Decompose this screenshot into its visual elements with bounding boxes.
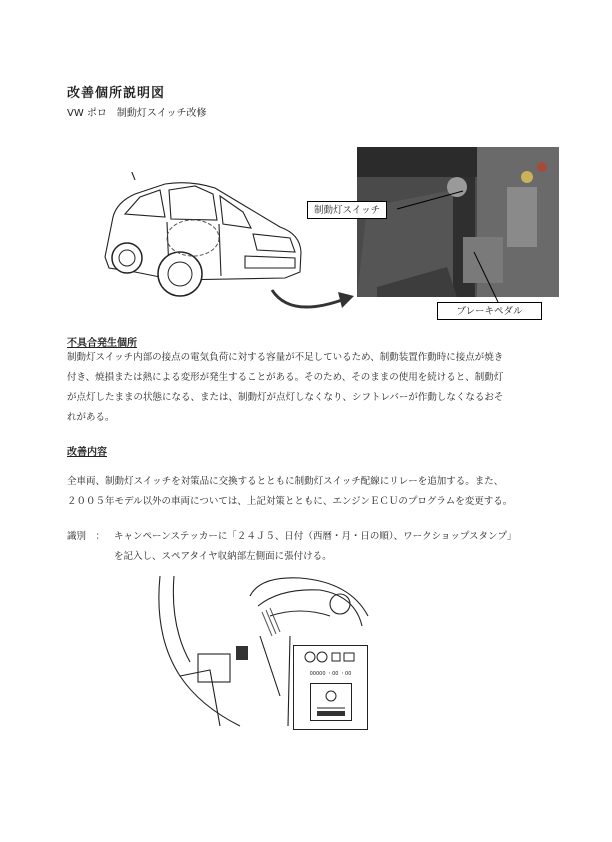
sticker-stamp-box xyxy=(310,683,352,721)
remedy-text xyxy=(67,472,577,512)
sticker-date-row: 00000 ・00 ・00 xyxy=(309,671,352,677)
pedal-callout: ブレーキペダル xyxy=(437,302,542,320)
defect-text xyxy=(67,348,567,428)
footwell-photo xyxy=(357,147,559,297)
defect-heading: 不具合発生個所 xyxy=(67,338,137,349)
defect-line: が点灯したままの状態になる、または、制動灯が点灯しなくなり、シフトレバーが作動しなくなるおそ xyxy=(67,392,504,403)
defect-line: れがある。 xyxy=(67,412,115,423)
remedy-heading: 改善内容 xyxy=(67,447,107,458)
defect-line: 付き、焼損または熱による変形が発生することがある。そのため、そのままの使用を続けると、制動灯 xyxy=(67,372,504,383)
arrow-icon xyxy=(270,280,370,320)
identification-line: を記入し、スペアタイヤ収納部左側面に張付ける。 xyxy=(114,551,332,562)
pedal-leader-line xyxy=(470,250,510,305)
page-subtitle: VW ポロ 制動灯スイッチ改修 xyxy=(67,108,207,119)
campaign-sticker xyxy=(293,645,368,730)
identification-label: 識別 ： xyxy=(67,531,106,542)
sticker-logos xyxy=(294,646,367,668)
page-title: 改善個所説明図 xyxy=(67,86,166,101)
switch-leader-line xyxy=(395,188,465,213)
identification-line: キャンペーンステッカーに「２４Ｊ５、日付（西暦・月・日の順）、ワークショップスタンプ」 xyxy=(114,531,517,542)
switch-callout: 制動灯スイッチ xyxy=(307,201,387,219)
stamp-icon xyxy=(311,684,351,720)
remedy-line: ２００５年モデル以外の車両については、上記対策とともに、エンジンＥＣＵのプログラムを変更する。 xyxy=(67,496,513,507)
identification-text xyxy=(114,527,584,567)
defect-line: 制動灯スイッチ内部の接点の電気負荷に対する容量が不足しているため、制動装置作動時に接点が焼き xyxy=(67,352,504,363)
remedy-line: 全車両、制動灯スイッチを対策品に交換するとともに制動灯スイッチ配線にリレーを追加する。また、 xyxy=(67,476,504,487)
